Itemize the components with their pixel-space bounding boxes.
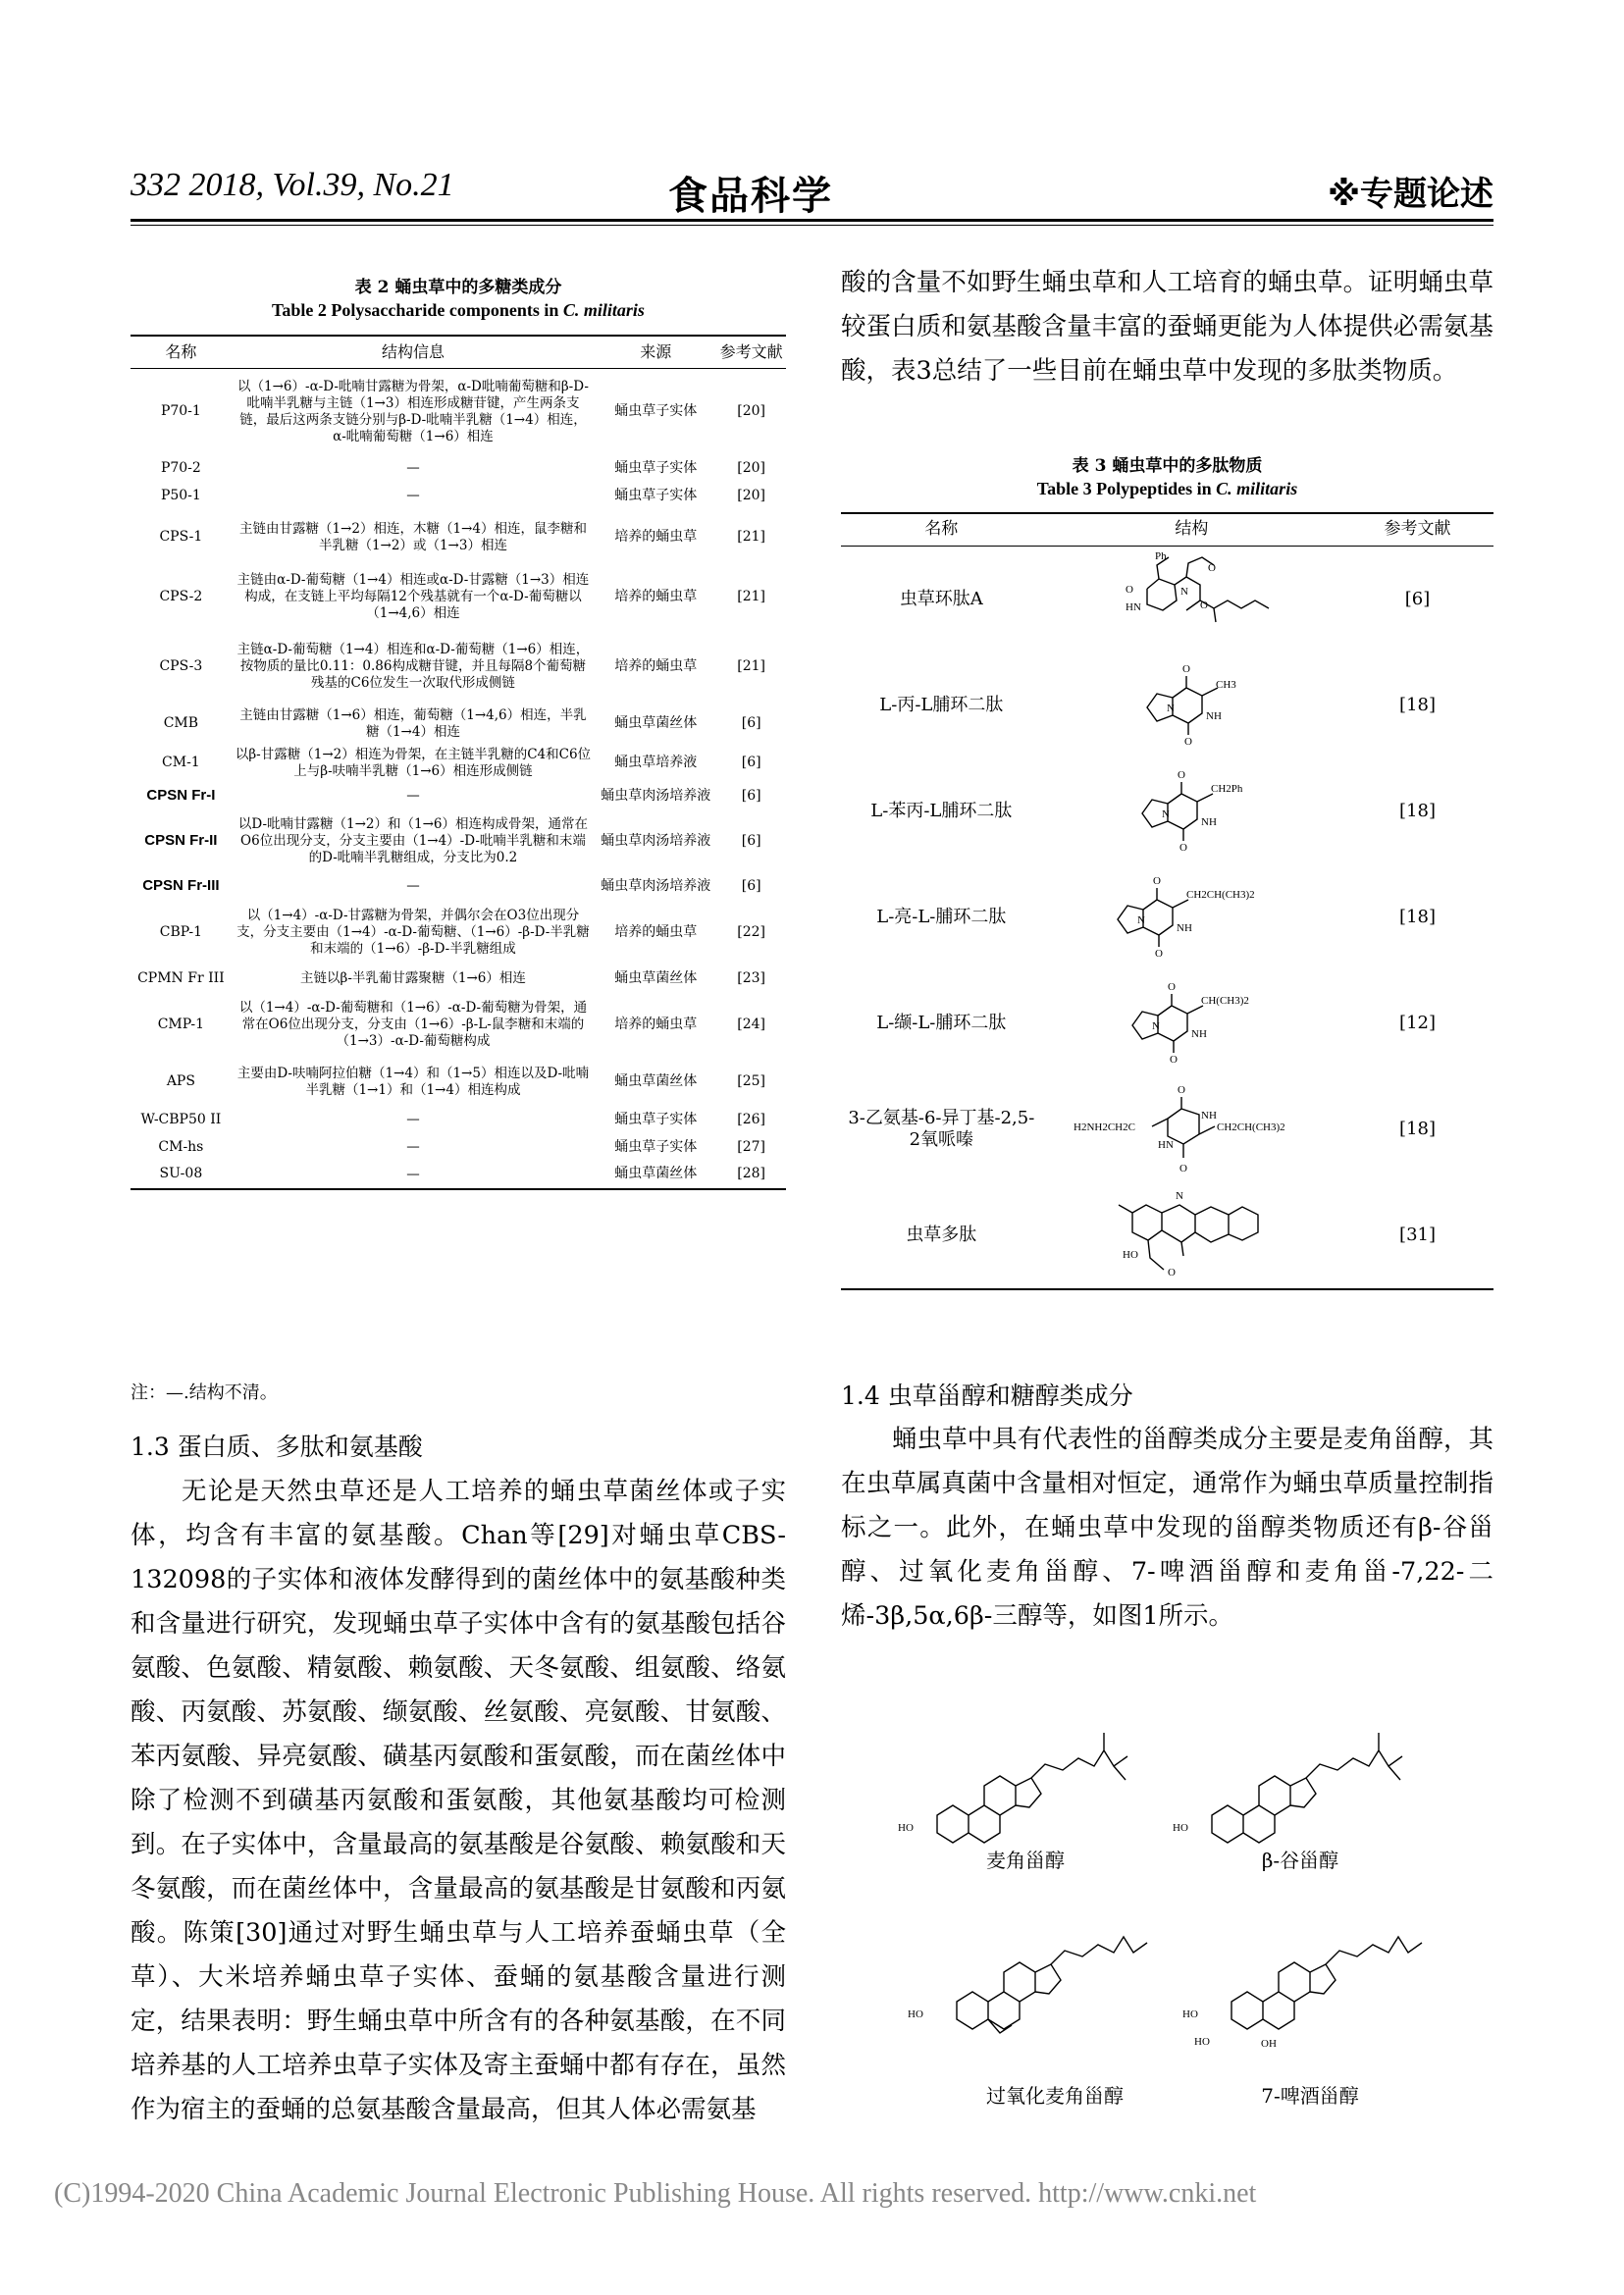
table2-name: CM-1 [162,754,200,770]
table2-source: 蛹虫草肉汤培养液 [601,832,711,849]
table2-col-name: 名称 [131,336,232,369]
section-1-4-paragraph: 蛹虫草中具有代表性的甾醇类成分主要是麦角甾醇，其在虫草属真菌中含量相对恒定，通常作为蛹虫草质量控制指标之一。此外，在蛹虫草中发现的甾醇类物质还有β-谷甾醇、过氧化麦角甾醇、7-啤酒甾醇和麦角甾-7,22-二烯-3β,5α,6β-三醇等，如图1所示。 [841,1425,1493,1631]
table3-ref: [18] [1399,1118,1436,1139]
cyclo-val-pro-structure [1042,970,1341,1076]
table3-ref: [18] [1399,906,1436,927]
table2-ref: [21] [737,588,766,604]
table3-row [841,1076,1493,1182]
table2-row [131,783,786,810]
table3-caption-cn: 表 3 蛹虫草中的多肽物质 [1072,456,1263,476]
table2-source: 培养的蛹虫草 [614,528,698,545]
section-1-4-heading: 1.4 虫草甾醇和糖醇类成分 [841,1382,1133,1410]
table2-source: 蛹虫草菌丝体 [614,1166,698,1182]
svg-text:N: N [1180,586,1189,599]
table2-name: CPS-1 [159,528,203,545]
table2-ref: [6] [741,787,761,804]
table2-structure: 以（1→6）-α-D-吡喃甘露糖为骨架，α-D吡喃葡萄糖和β-D-吡喃半乳糖与主链（1→3）相连形成糖苷键，产生两条支链，最后这两条支链分别与β-D-吡喃半乳糖（1→4）相连，α-吡喃葡萄糖（1→6）相连 [237,379,589,444]
svg-text:CH3: CH3 [1216,679,1237,692]
table2-col-ref: 参考文献 [716,336,786,369]
table2-col-src: 来源 [595,336,716,369]
svg-text:O: O [1179,842,1188,854]
table3-name: 虫草环肽A [899,588,983,609]
table2-source: 蛹虫草菌丝体 [614,969,698,986]
cerevisterol-oh-6: OH [1261,2038,1277,2050]
section-1-3-paragraph: 无论是天然虫草还是人工培养的蛹虫草菌丝体或子实体，均含有丰富的氨基酸。Chan等[29]对蛹虫草CBS-132098的子实体和液体发酵得到的菌丝体中的氨基酸种类和含量进行研究，发现蛹虫草子实体中含有的氨基酸包括谷氨酸、色氨酸、精氨酸、赖氨酸、天冬氨酸、组氨酸、络氨酸、丙氨酸、苏氨酸、缬氨酸、丝氨酸、亮氨酸、甘氨酸、苯丙氨酸、异亮氨酸、磺基丙氨酸和蛋氨酸，而在菌丝体中除了检测不到磺基丙氨酸和蛋氨酸，其他氨基酸均可检测到。在子实体中，含量最高的氨基酸是谷氨酸、赖氨酸和天冬氨酸，而在菌丝体中，含量最高的氨基酸是甘氨酸和丙氨酸。陈策[30]通过对野生蛹虫草与人工培养蚕蛹虫草（全草）、大米培养蛹虫草子实体、蚕蛹的氨基酸含量进行测定，结果表明：野生蛹虫草中所含有的各种氨基酸，在不同培养基的人工培养虫草子实体及寄主蚕蛹中都有存在，虽然作为宿主的蚕蛹的总氨基酸含量最高，但其人体必需氨基 [131,1477,786,2124]
header-rule-thin [131,225,1493,226]
table3-row [841,652,1493,758]
table2-ref: [20] [737,459,766,476]
svg-text:O: O [1182,663,1191,676]
table2-name: CPS-2 [159,588,203,604]
table2-source: 蛹虫草肉汤培养液 [601,787,711,804]
figure1-label-ergosterol-peroxide: 过氧化麦角甾醇 [986,2084,1124,2108]
table2-ref: [6] [741,714,761,731]
table2-ref: [21] [737,528,766,545]
table2-ref: [6] [741,754,761,770]
table2-note: 注：—.结构不清。 [131,1382,278,1403]
table3-header-row [841,513,1493,547]
table3-col-ref: 参考文献 [1341,513,1493,547]
svg-text:NH: NH [1191,1028,1208,1041]
table3-col-name: 名称 [841,513,1042,547]
table2-structure: 主链由α-D-葡萄糖（1→4）相连或α-D-甘露糖（1→3）相连构成，在支链上平均每隔12个残基就有一个α-D-葡萄糖以（1→4,6）相连 [236,572,590,621]
table3-ref: [12] [1399,1012,1436,1033]
table2-row [131,810,786,873]
table3-row [841,1182,1493,1289]
table3 [841,512,1493,1290]
svg-text:O: O [1179,1163,1188,1174]
table2-structure: 以β-甘露糖（1→2）相连为骨架，在主链半乳糖的C4和C6位上与β-呋喃半乳糖（1→6）相连形成侧链 [235,746,592,779]
figure1-label-sitosterol: β-谷甾醇 [1261,1849,1339,1872]
svg-text:HN: HN [1126,601,1142,614]
table2-row [131,744,786,783]
cyclo-phe-pro-structure [1042,758,1341,864]
7-cerevisterol-structure [1182,1937,1422,2050]
table2-name: CM-hs [158,1138,204,1155]
table2-structure: 主链α-D-葡萄糖（1→4）相连和α-D-葡萄糖（1→6）相连，按物质的量比0.11：0.86构成糖苷键，并且每隔8个葡萄糖残基的C6位发生一次取代形成侧链 [236,642,590,691]
svg-text:CH(CH3)2: CH(CH3)2 [1201,995,1250,1008]
svg-text:O: O [1178,1084,1186,1097]
table2-name: CPMN Fr III [137,969,225,986]
table2-ref: [23] [737,969,766,986]
right-continued-paragraph: 酸的含量不如野生蛹虫草和人工培育的蛹虫草。证明蛹虫草较蛋白质和氨基酸含量丰富的蚕蛹更能为人体提供必需氨基酸，表3总结了一些目前在蛹虫草中发现的多肽类物质。 [841,268,1493,386]
table2-ref: [20] [737,403,766,419]
table2-name: CMP-1 [157,1016,205,1032]
svg-text:CH2CH(CH3)2: CH2CH(CH3)2 [1217,1121,1286,1134]
table2 [131,335,786,1190]
table3-name: 3-乙氨基-6-异丁基-2,5-2氧哌嗪 [848,1107,1035,1150]
table2-structure: — [406,878,420,895]
copyright-footer: (C)1994-2020 China Academic Journal Electronic Publishing House. All rights reserved. http://www.cnki.net [54,2178,1257,2209]
svg-text:HN: HN [1158,1139,1175,1152]
svg-text:HO: HO [908,2008,923,2020]
table2-row [131,510,786,565]
cyclo-leu-pro-structure [1042,864,1341,970]
table2-row [131,993,786,1058]
table2-source: 蛹虫草子实体 [614,1111,698,1127]
figure1-structures [898,1668,1447,2080]
svg-text:HO: HO [1173,1822,1188,1834]
table2-ref: [20] [737,487,766,503]
table2-ref: [27] [737,1138,766,1155]
svg-text:O: O [1200,600,1209,612]
header-rule [131,219,1493,222]
table2-source: 培养的蛹虫草 [614,923,698,940]
svg-text:N: N [1137,914,1146,927]
svg-text:O: O [1170,1054,1179,1066]
diketopiperazine-structure [1042,1076,1341,1182]
table2-source: 培养的蛹虫草 [614,1016,698,1032]
table2-row [131,565,786,630]
table3-row [841,864,1493,970]
figure1-label-cerevisterol: 7-啤酒甾醇 [1261,2084,1359,2108]
table2-name: CPSN Fr-II [144,832,218,850]
svg-text:O: O [1208,562,1217,575]
cerevisterol-ho-5: HO [1194,2036,1210,2048]
table3-caption-en: Table 3 Polypeptides in C. militaris [1036,479,1298,498]
table2-row [131,1162,786,1189]
svg-text:CH2CH(CH3)2: CH2CH(CH3)2 [1186,889,1256,902]
svg-text:O: O [1153,875,1162,888]
table2-source: 蛹虫草子实体 [614,403,698,419]
table2-name: P50-1 [160,487,201,503]
svg-text:NH: NH [1201,816,1218,829]
table3-col-struct: 结构 [1042,513,1341,547]
table2-row [131,965,786,993]
table2-source: 蛹虫草肉汤培养液 [601,877,711,894]
beta-sitosterol-structure [1173,1733,1402,1843]
ergosterol-peroxide-structure [908,1937,1147,2033]
table2-ref: [21] [737,657,766,674]
table2-structure: — [406,488,420,504]
table2-source: 蛹虫草培养液 [614,754,698,770]
table2-name: P70-2 [160,459,201,476]
table2-source: 蛹虫草菌丝体 [614,1072,698,1089]
table2-ref: [6] [741,832,761,849]
table2-structure: — [406,1139,420,1156]
table2-row [131,1058,786,1107]
table2-caption-cn: 表 2 蛹虫草中的多糖类成分 [354,278,562,297]
cyclo-ala-pro-structure [1042,652,1341,758]
cordycepeptide-a-structure [1042,547,1341,653]
table2-structure: 以（1→4）-α-D-葡萄糖和（1→6）-α-D-葡萄糖为骨架，通常在O6位出现分支，分支由（1→6）-β-L-鼠李糖和末端的（1→3）-α-D-葡萄糖构成 [238,1000,588,1049]
ergosterol-structure [898,1733,1127,1843]
section-1-3-heading: 1.3 蛋白质、多肽和氨基酸 [131,1433,423,1461]
table2-row [131,704,786,744]
table2-structure: 主要由D-呋喃阿拉伯糖（1→4）和（1→5）相连以及D-吡喃半乳糖（1→1）和（1→4）相连构成 [236,1065,590,1098]
table2-structure: 主链由甘露糖（1→6）相连，葡萄糖（1→4,6）相连，半乳糖（1→4）相连 [239,706,587,740]
svg-text:Ph: Ph [1155,550,1167,563]
svg-text:O: O [1168,981,1177,994]
table2-name: APS [166,1072,195,1089]
svg-text:N: N [1162,808,1171,821]
table2-structure: — [406,1112,420,1128]
svg-text:O: O [1126,584,1134,597]
svg-text:NH: NH [1206,710,1223,723]
table2-name: W-CBP50 II [140,1111,222,1127]
svg-text:O: O [1168,1267,1177,1279]
svg-text:HO: HO [1123,1249,1139,1262]
table2-structure: — [406,1166,420,1182]
table2-source: 蛹虫草子实体 [614,487,698,503]
table2-ref: [22] [737,923,766,940]
table2-name: SU-08 [159,1166,203,1182]
table2-row [131,1107,786,1134]
table2-row [131,901,786,965]
table3-ref: [6] [1404,588,1431,609]
table3-row [841,970,1493,1076]
table2-col-struct: 结构信息 [232,336,595,369]
table2-name: CMB [163,714,199,731]
table3-name: 虫草多肽 [906,1224,977,1245]
svg-text:CH2Ph: CH2Ph [1211,783,1243,796]
table2-row [131,455,786,483]
table3-name: L-苯丙-L脯环二肽 [870,800,1013,821]
svg-text:HO: HO [898,1822,914,1834]
table2-structure: — [406,460,420,477]
table3-row [841,758,1493,864]
svg-text:NH: NH [1201,1110,1218,1122]
table3-ref: [18] [1399,694,1436,715]
svg-text:H2NH2CH2C: H2NH2CH2C [1074,1121,1136,1134]
table2-ref: [24] [737,1016,766,1032]
table2-source: 蛹虫草子实体 [614,459,698,476]
table2-ref: [25] [737,1072,766,1089]
table2-row [131,630,786,704]
table2-caption-en: Table 2 Polysaccharide components in C. militaris [272,300,645,320]
table2-structure: — [406,788,420,805]
table2-name: CPSN Fr-III [142,877,220,895]
table2-source: 培养的蛹虫草 [614,657,698,674]
table2-name: CBP-1 [159,923,203,940]
table2-structure: 主链以β-半乳葡甘露聚糖（1→6）相连 [300,970,526,987]
table2-row [131,369,786,455]
journal-title: 食品科学 [668,174,833,219]
svg-text:N: N [1167,703,1176,715]
figure1 [898,1668,1447,2110]
table2-source: 蛹虫草菌丝体 [614,714,698,731]
cerevisterol-ho-3: HO [1182,2008,1198,2020]
table2-row [131,873,786,901]
table3-name: L-丙-L脯环二肽 [879,694,1004,715]
table3-ref: [18] [1399,800,1436,821]
svg-text:O: O [1155,948,1164,960]
table2-ref: [26] [737,1111,766,1127]
cordyceps-polypeptide-structure [1042,1182,1341,1289]
table3-ref: [31] [1399,1224,1436,1245]
svg-text:NH: NH [1177,922,1193,935]
svg-text:O: O [1178,769,1186,782]
table2-source: 蛹虫草子实体 [614,1138,698,1155]
table3-name: L-缬-L-脯环二肽 [876,1012,1007,1033]
table2-name: CPSN Fr-I [146,787,216,805]
table2-structure: 以D-吡喃甘露糖（1→2）和（1→6）相连构成骨架，通常在O6位出现分支，分支主要由（1→4）-D-吡喃半乳糖和末端的D-吡喃半乳糖组成，分支比为0.2 [237,816,589,865]
column-label: ※专题论述 [1327,175,1493,214]
svg-text:N: N [1176,1190,1184,1203]
figure1-label-ergosterol: 麦角甾醇 [986,1849,1065,1872]
table3-name: L-亮-L-脯环二肽 [876,906,1007,927]
svg-text:N: N [1152,1020,1161,1033]
table2-row [131,1134,786,1162]
table2-ref: [28] [737,1166,766,1182]
table2-source: 培养的蛹虫草 [614,588,698,604]
table2-name: CPS-3 [159,657,203,674]
table2-structure: 以（1→4）-α-D-甘露糖为骨架，并偶尔会在O3位出现分支，分支主要由（1→4）-α-D-葡萄糖、（1→6）-β-D-半乳糖和末端的（1→6）-β-D-半乳糖组成 [236,908,590,957]
table2-header-row [131,336,786,369]
svg-text:O: O [1184,736,1193,748]
table2-name: P70-1 [160,403,201,419]
table2-row [131,483,786,510]
page-info: 332 2018, Vol.39, No.21 [131,167,454,203]
table3-row [841,547,1493,653]
table2-structure: 主链由甘露糖（1→2）相连，木糖（1→4）相连，鼠李糖和半乳糖（1→2）或（1→3）相连 [238,520,587,553]
table2-ref: [6] [741,877,761,894]
